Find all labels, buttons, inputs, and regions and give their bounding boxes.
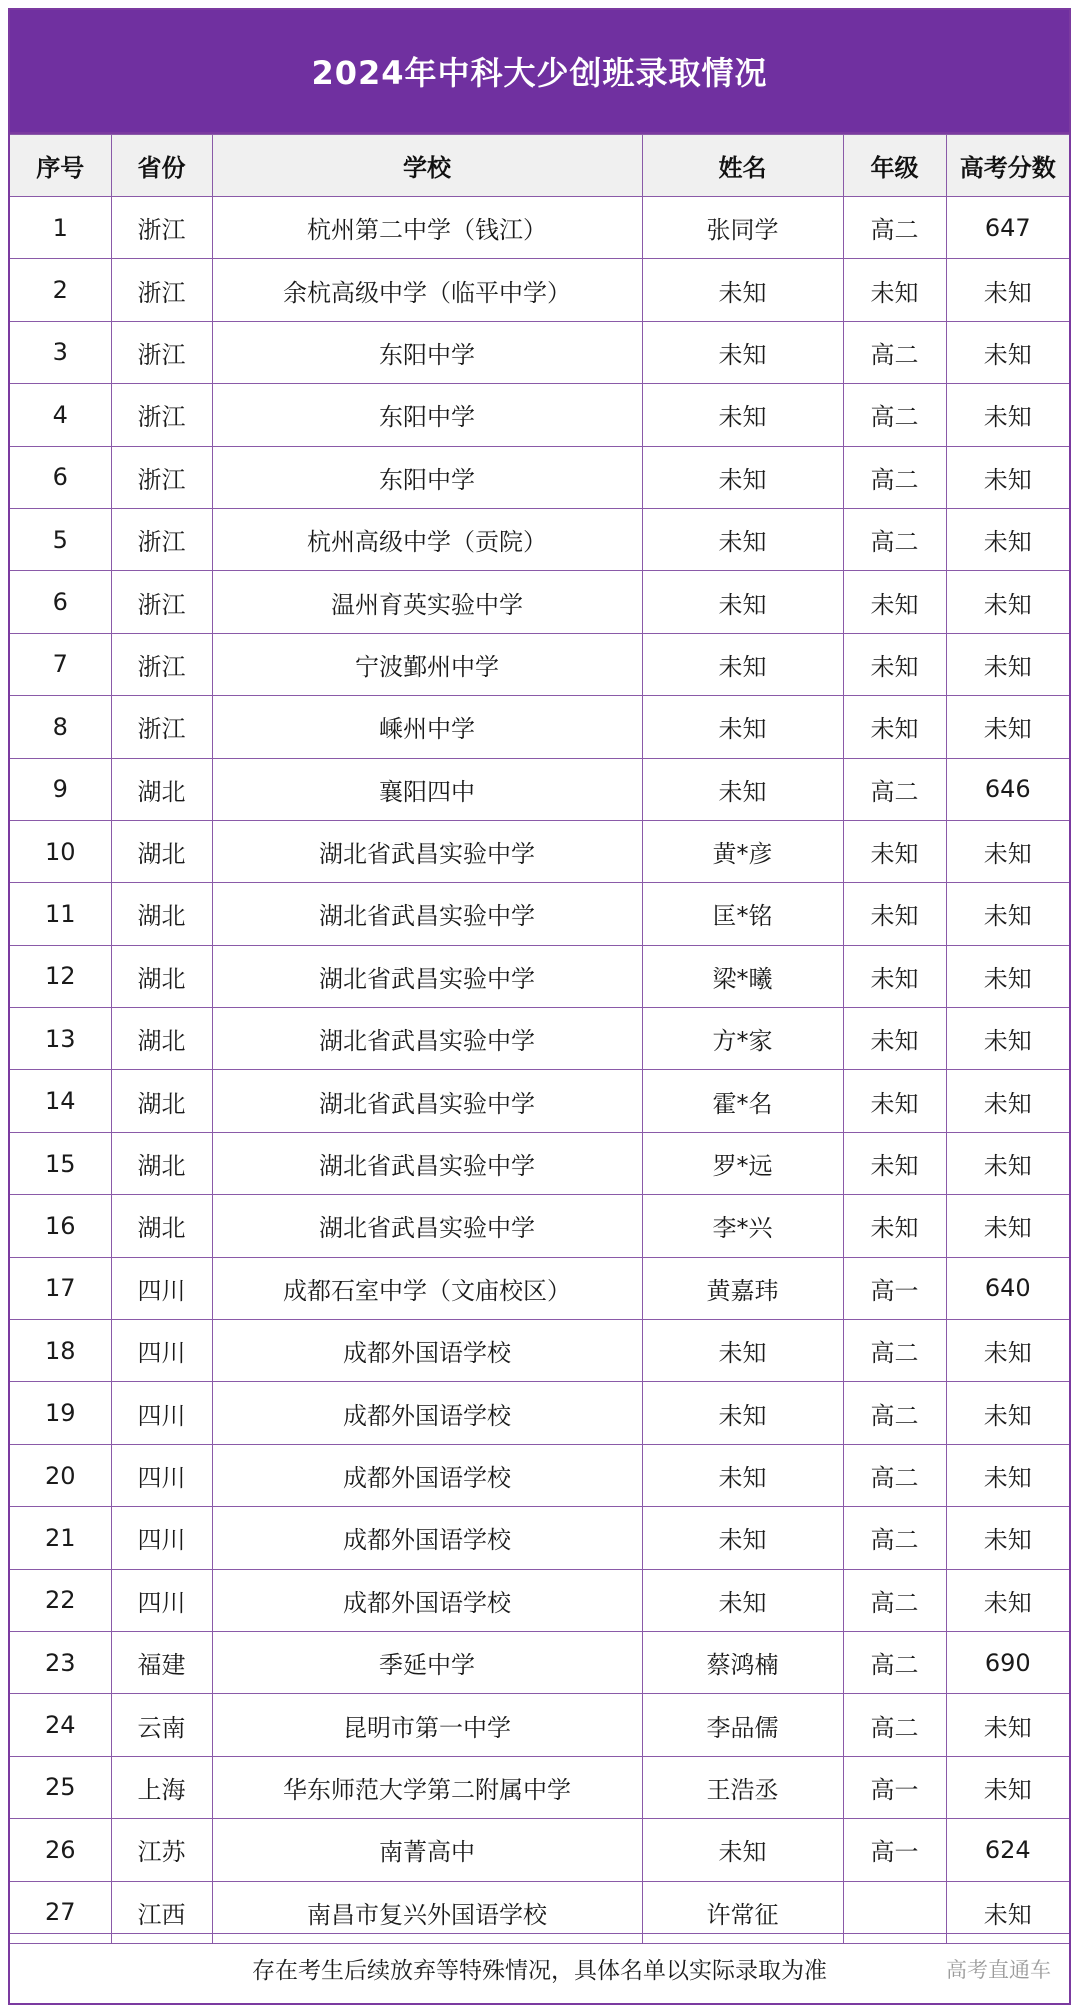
cell-score: 未知 [946, 446, 1069, 508]
cell-score: 未知 [946, 633, 1069, 695]
table-header [10, 135, 1069, 197]
cell-province: 四川 [111, 1444, 212, 1506]
cell-school: 季延中学 [212, 1631, 642, 1693]
table-row [10, 696, 1069, 758]
cell-name: 黄*彦 [642, 820, 843, 882]
cell-index: 7 [10, 633, 111, 695]
cell-province: 湖北 [111, 883, 212, 945]
cell-province: 江苏 [111, 1819, 212, 1881]
cell-province: 四川 [111, 1569, 212, 1631]
cell-score: 未知 [946, 321, 1069, 383]
cell-grade: 高一 [843, 1756, 946, 1818]
cell-school: 嵊州中学 [212, 696, 642, 758]
table-row [10, 321, 1069, 383]
cell-school: 湖北省武昌实验中学 [212, 1195, 642, 1257]
cell-name: 未知 [642, 508, 843, 570]
table-row [10, 758, 1069, 820]
cell-index: 6 [10, 571, 111, 633]
header-grade: 年级 [843, 135, 946, 197]
table-row [10, 571, 1069, 633]
cell-school: 成都外国语学校 [212, 1382, 642, 1444]
cell-index: 6 [10, 446, 111, 508]
cell-name: 未知 [642, 1569, 843, 1631]
table-row [10, 1694, 1069, 1756]
cell-index: 22 [10, 1569, 111, 1631]
cell-name: 未知 [642, 571, 843, 633]
cell-grade: 未知 [843, 696, 946, 758]
cell-school: 湖北省武昌实验中学 [212, 945, 642, 1007]
cell-index: 15 [10, 1132, 111, 1194]
cell-school: 东阳中学 [212, 384, 642, 446]
header-province: 省份 [111, 135, 212, 197]
cell-name: 未知 [642, 1444, 843, 1506]
cell-index: 23 [10, 1631, 111, 1693]
cell-school: 华东师范大学第二附属中学 [212, 1756, 642, 1818]
cell-name: 未知 [642, 1320, 843, 1382]
cell-name: 黄嘉玮 [642, 1257, 843, 1319]
cell-grade: 未知 [843, 883, 946, 945]
cell-grade: 未知 [843, 633, 946, 695]
header-index: 序号 [10, 135, 111, 197]
cell-score: 未知 [946, 1881, 1069, 1943]
cell-score: 未知 [946, 1694, 1069, 1756]
header-score: 高考分数 [946, 135, 1069, 197]
cell-score: 未知 [946, 1444, 1069, 1506]
cell-name: 未知 [642, 758, 843, 820]
cell-school: 东阳中学 [212, 446, 642, 508]
cell-grade: 未知 [843, 259, 946, 321]
cell-name: 未知 [642, 1507, 843, 1569]
cell-index: 17 [10, 1257, 111, 1319]
cell-grade: 高二 [843, 1507, 946, 1569]
table-row [10, 1008, 1069, 1070]
table-row [10, 633, 1069, 695]
cell-province: 浙江 [111, 384, 212, 446]
cell-score: 未知 [946, 1507, 1069, 1569]
table-row [10, 1257, 1069, 1319]
header-name: 姓名 [642, 135, 843, 197]
cell-province: 浙江 [111, 633, 212, 695]
cell-school: 温州育英实验中学 [212, 571, 642, 633]
cell-province: 浙江 [111, 571, 212, 633]
watermark: 高考直通车 [946, 1957, 1051, 1982]
table-row [10, 1569, 1069, 1631]
cell-school: 宁波鄞州中学 [212, 633, 642, 695]
cell-province: 浙江 [111, 696, 212, 758]
cell-name: 未知 [642, 384, 843, 446]
cell-index: 19 [10, 1382, 111, 1444]
cell-school: 湖北省武昌实验中学 [212, 820, 642, 882]
cell-name: 霍*名 [642, 1070, 843, 1132]
cell-name: 未知 [642, 1382, 843, 1444]
cell-score: 未知 [946, 571, 1069, 633]
cell-index: 10 [10, 820, 111, 882]
cell-school: 余杭高级中学（临平中学） [212, 259, 642, 321]
cell-score: 未知 [946, 820, 1069, 882]
cell-province: 浙江 [111, 508, 212, 570]
cell-grade: 未知 [843, 1195, 946, 1257]
cell-score: 未知 [946, 1382, 1069, 1444]
cell-index: 27 [10, 1881, 111, 1943]
cell-grade: 高二 [843, 1320, 946, 1382]
cell-school: 湖北省武昌实验中学 [212, 1008, 642, 1070]
table-row [10, 446, 1069, 508]
cell-school: 湖北省武昌实验中学 [212, 1070, 642, 1132]
table-row [10, 1320, 1069, 1382]
cell-grade: 高一 [843, 1257, 946, 1319]
cell-score: 未知 [946, 259, 1069, 321]
cell-score: 未知 [946, 384, 1069, 446]
cell-name: 李*兴 [642, 1195, 843, 1257]
cell-name: 未知 [642, 696, 843, 758]
cell-name: 梁*曦 [642, 945, 843, 1007]
table-row [10, 1195, 1069, 1257]
cell-name: 未知 [642, 321, 843, 383]
cell-index: 4 [10, 384, 111, 446]
cell-score: 690 [946, 1631, 1069, 1693]
cell-grade: 高二 [843, 758, 946, 820]
title-bar [10, 10, 1069, 134]
cell-province: 湖北 [111, 945, 212, 1007]
cell-score: 未知 [946, 1132, 1069, 1194]
table-row [10, 1132, 1069, 1194]
table-body [10, 197, 1069, 1944]
cell-school: 东阳中学 [212, 321, 642, 383]
table-row [10, 1382, 1069, 1444]
table-footer [10, 1933, 1069, 2003]
footer-note: 存在考生后续放弃等特殊情况，具体名单以实际录取为准 [252, 1958, 827, 1984]
cell-province: 四川 [111, 1382, 212, 1444]
cell-grade: 高二 [843, 446, 946, 508]
cell-score: 未知 [946, 1008, 1069, 1070]
cell-grade: 未知 [843, 571, 946, 633]
table-row [10, 1507, 1069, 1569]
table-row [10, 1631, 1069, 1693]
table-row [10, 945, 1069, 1007]
cell-index: 12 [10, 945, 111, 1007]
cell-index: 11 [10, 883, 111, 945]
cell-index: 13 [10, 1008, 111, 1070]
cell-index: 14 [10, 1070, 111, 1132]
header-row [10, 135, 1069, 197]
cell-index: 20 [10, 1444, 111, 1506]
cell-grade: 未知 [843, 820, 946, 882]
cell-score: 646 [946, 758, 1069, 820]
cell-index: 5 [10, 508, 111, 570]
cell-grade: 未知 [843, 1008, 946, 1070]
cell-province: 四川 [111, 1257, 212, 1319]
cell-province: 湖北 [111, 1195, 212, 1257]
cell-score: 未知 [946, 1320, 1069, 1382]
cell-province: 四川 [111, 1320, 212, 1382]
cell-score: 未知 [946, 508, 1069, 570]
cell-name: 罗*远 [642, 1132, 843, 1194]
cell-index: 24 [10, 1694, 111, 1756]
cell-index: 21 [10, 1507, 111, 1569]
cell-grade: 高二 [843, 321, 946, 383]
cell-province: 湖北 [111, 1008, 212, 1070]
cell-province: 福建 [111, 1631, 212, 1693]
table-row [10, 1756, 1069, 1818]
table-row [10, 1819, 1069, 1881]
cell-school: 杭州高级中学（贡院） [212, 508, 642, 570]
table-row [10, 883, 1069, 945]
cell-grade: 未知 [843, 945, 946, 1007]
cell-province: 四川 [111, 1507, 212, 1569]
cell-name: 未知 [642, 259, 843, 321]
cell-grade: 未知 [843, 1132, 946, 1194]
cell-school: 成都石室中学（文庙校区） [212, 1257, 642, 1319]
cell-school: 成都外国语学校 [212, 1444, 642, 1506]
table-row [10, 820, 1069, 882]
cell-name: 张同学 [642, 197, 843, 259]
cell-province: 浙江 [111, 446, 212, 508]
cell-index: 18 [10, 1320, 111, 1382]
cell-province: 浙江 [111, 259, 212, 321]
table-row [10, 384, 1069, 446]
cell-grade: 高二 [843, 508, 946, 570]
cell-grade: 高一 [843, 1819, 946, 1881]
cell-school: 湖北省武昌实验中学 [212, 1132, 642, 1194]
cell-school: 昆明市第一中学 [212, 1694, 642, 1756]
cell-province: 浙江 [111, 321, 212, 383]
cell-name: 李品儒 [642, 1694, 843, 1756]
cell-school: 杭州第二中学（钱江） [212, 197, 642, 259]
cell-score: 647 [946, 197, 1069, 259]
cell-name: 未知 [642, 1819, 843, 1881]
page-title: 2024年中科大少创班录取情况 [311, 54, 768, 92]
cell-province: 江西 [111, 1881, 212, 1943]
cell-index: 1 [10, 197, 111, 259]
cell-province: 湖北 [111, 758, 212, 820]
cell-score: 未知 [946, 1569, 1069, 1631]
cell-name: 未知 [642, 633, 843, 695]
cell-index: 2 [10, 259, 111, 321]
cell-school: 襄阳四中 [212, 758, 642, 820]
cell-name: 王浩丞 [642, 1756, 843, 1818]
cell-index: 3 [10, 321, 111, 383]
table-row [10, 508, 1069, 570]
cell-score: 未知 [946, 1756, 1069, 1818]
cell-name: 匡*铭 [642, 883, 843, 945]
cell-grade: 高二 [843, 1694, 946, 1756]
table-row [10, 1444, 1069, 1506]
cell-grade: 高二 [843, 1569, 946, 1631]
cell-index: 25 [10, 1756, 111, 1818]
header-school: 学校 [212, 135, 642, 197]
cell-name: 蔡鸿楠 [642, 1631, 843, 1693]
cell-score: 未知 [946, 945, 1069, 1007]
admission-table-sheet [8, 8, 1071, 2005]
table-row [10, 1070, 1069, 1132]
cell-index: 16 [10, 1195, 111, 1257]
cell-province: 上海 [111, 1756, 212, 1818]
cell-index: 8 [10, 696, 111, 758]
cell-school: 成都外国语学校 [212, 1507, 642, 1569]
cell-grade: 高二 [843, 1382, 946, 1444]
cell-score: 未知 [946, 1070, 1069, 1132]
cell-school: 湖北省武昌实验中学 [212, 883, 642, 945]
cell-province: 云南 [111, 1694, 212, 1756]
cell-index: 9 [10, 758, 111, 820]
cell-name: 许常征 [642, 1881, 843, 1943]
cell-province: 浙江 [111, 197, 212, 259]
cell-name: 未知 [642, 446, 843, 508]
cell-grade: 高二 [843, 197, 946, 259]
cell-school: 南菁高中 [212, 1819, 642, 1881]
cell-score: 未知 [946, 1195, 1069, 1257]
cell-grade: 高二 [843, 384, 946, 446]
cell-grade: 高二 [843, 1444, 946, 1506]
cell-province: 湖北 [111, 1070, 212, 1132]
admission-table [10, 134, 1069, 1944]
cell-score: 未知 [946, 696, 1069, 758]
cell-school: 成都外国语学校 [212, 1320, 642, 1382]
cell-grade: 未知 [843, 1070, 946, 1132]
cell-province: 湖北 [111, 1132, 212, 1194]
table-row [10, 197, 1069, 259]
cell-score: 未知 [946, 883, 1069, 945]
cell-school: 成都外国语学校 [212, 1569, 642, 1631]
cell-school: 南昌市复兴外国语学校 [212, 1881, 642, 1943]
cell-name: 方*家 [642, 1008, 843, 1070]
cell-score: 640 [946, 1257, 1069, 1319]
cell-grade: 高二 [843, 1631, 946, 1693]
cell-score: 624 [946, 1819, 1069, 1881]
cell-index: 26 [10, 1819, 111, 1881]
table-row [10, 259, 1069, 321]
cell-province: 湖北 [111, 820, 212, 882]
